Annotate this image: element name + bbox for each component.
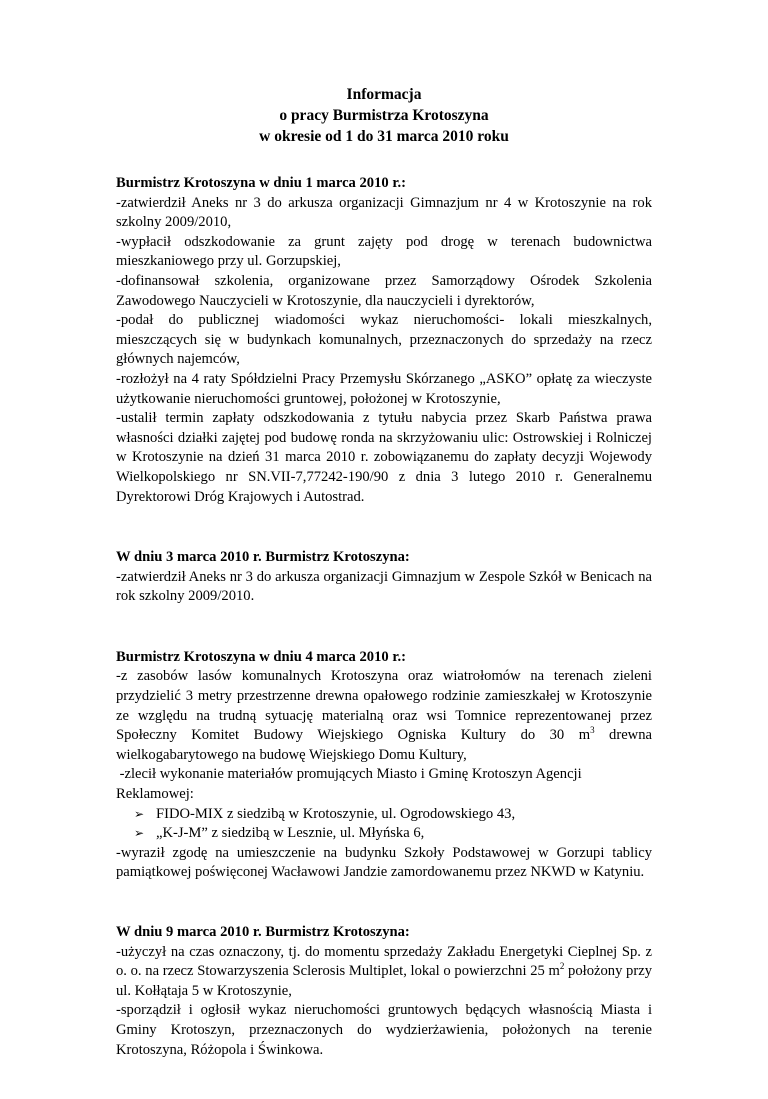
arrow-bullet-icon: ➢	[134, 806, 145, 821]
document-title	[0, 84, 768, 147]
superscript: 3	[590, 725, 595, 736]
section-march-3	[116, 548, 652, 607]
paragraph: -podał do publicznej wiadomości wykaz nieruchomości- lokali mieszkalnych, mieszczących się w budynkach komunalnych, przeznaczonych do sprzedaży na rzecz głównych najemców,	[116, 312, 652, 368]
paragraph	[116, 667, 652, 765]
title-line-3: w okresie od 1 do 31 marca 2010 roku	[259, 128, 509, 145]
title-line-2: o pracy Burmistrza Krotoszyna	[279, 107, 489, 124]
section-heading: Burmistrz Krotoszyna w dniu 1 marca 2010 r.:	[116, 175, 406, 191]
paragraph: -sporządził i ogłosił wykaz nieruchomości gruntowych będących własnością Miasta i Gminy Krotoszyn, przeznaczonych do wydzierżawienia, położonych na terenie Krotoszyna, Różopola i Świnkowa.	[116, 1002, 652, 1058]
paragraph: -wyraził zgodę na umieszczenie na budynku Szkoły Podstawowej w Gorzupi tablicy pamiątkowej poświęconej Wacławowi Jandzie zamordowanemu przez NKWD w Katyniu.	[116, 844, 652, 881]
paragraph: -zlecił wykonanie materiałów promujących Miasto i Gminę Krotoszyn Agencji Reklamowej:	[116, 766, 586, 803]
paragraph-text: położony przy ul. Kołłątaja 5 w Krotoszynie,	[116, 963, 652, 999]
paragraph	[116, 943, 652, 1002]
paragraph: -rozłożył na 4 raty Spółdzielni Pracy Przemysłu Skórzanego „ASKO” opłatę za wieczyste użytkowanie nieruchomości gruntowej, położonej w Krotoszynie,	[116, 370, 652, 407]
bullet-item	[116, 824, 652, 844]
arrow-bullet-icon: ➢	[134, 826, 145, 841]
section-heading: Burmistrz Krotoszyna w dniu 4 marca 2010 r.:	[116, 648, 406, 665]
paragraph: -wypłacił odszkodowanie za grunt zajęty pod drogę w terenach budownictwa mieszkaniowego przy ul. Gorzupskiej,	[116, 233, 652, 270]
paragraph: -zatwierdził Aneks nr 3 do arkusza organizacji Gimnazjum w Zespole Szkół w Benicach na rok szkolny 2009/2010.	[116, 568, 652, 605]
paragraph-text: -z zasobów lasów komunalnych Krotoszyna oraz wiatrołomów na terenach zieleni przydzielić 3 metry przestrzenne drewna opałowego rodzinie zamieszkałej w Krotoszynie ze względu na trudną sytuację materialną oraz wsi Tomnice reprezentowanej przez Społeczny Komitet Budowy Wiejskiego Ogniska Kultury do 30 m	[116, 668, 652, 744]
superscript: 2	[559, 961, 565, 972]
paragraph: -zatwierdził Aneks nr 3 do arkusza organizacji Gimnazjum nr 4 w Krotoszynie na rok szkolny 2009/2010,	[116, 194, 652, 231]
document-body	[116, 174, 652, 1099]
bullet-text: „K-J-M” z siedzibą w Lesznie, ul. Młyńska 6,	[156, 825, 425, 842]
paragraph: -ustalił termin zapłaty odszkodowania z tytułu nabycia przez Skarb Państwa prawa własności działki zajętej pod budowę ronda na skrzyżowaniu ulic: Ostrowskiej i Rolniczej w Krotoszynie na dzień 31 marca 2010 r. zobowiązanemu do zapłaty decyzji Wojewody Wielkopolskiego nr SN.VII-7,77242-190/90 z dnia 3 lutego 2010 r. Generalnemu Dyrektorowi Dróg Krajowych i Autostrad.	[116, 410, 652, 505]
paragraph-text: -użyczył na czas oznaczony, tj. do momentu sprzedaży Zakładu Energetyki Cieplnej Sp. z o. o. na rzecz Stowarzyszenia Sclerosis Multiplet, lokal o powierzchni 25 m	[116, 943, 652, 980]
title-line-1: Informacja	[346, 86, 422, 103]
section-heading: W dniu 9 marca 2010 r. Burmistrz Krotoszyna:	[116, 924, 410, 940]
section-march-4	[116, 648, 652, 883]
paragraph-text: drewna wielkogabarytowego na budowę Wiejskiego Domu Kultury,	[116, 727, 652, 763]
bullet-text: FIDO-MIX z siedzibą w Krotoszynie, ul. Ogrodowskiego 43,	[156, 805, 516, 822]
section-march-1	[116, 174, 652, 507]
paragraph: -dofinansował szkolenia, organizowane przez Samorządowy Ośrodek Szkolenia Zawodowego Nauczycieli w Krotoszynie, dla nauczycieli i dyrektorów,	[116, 272, 652, 309]
section-heading: W dniu 3 marca 2010 r. Burmistrz Krotoszyna:	[116, 549, 410, 566]
bullet-item	[116, 805, 652, 825]
section-march-9	[116, 923, 652, 1060]
